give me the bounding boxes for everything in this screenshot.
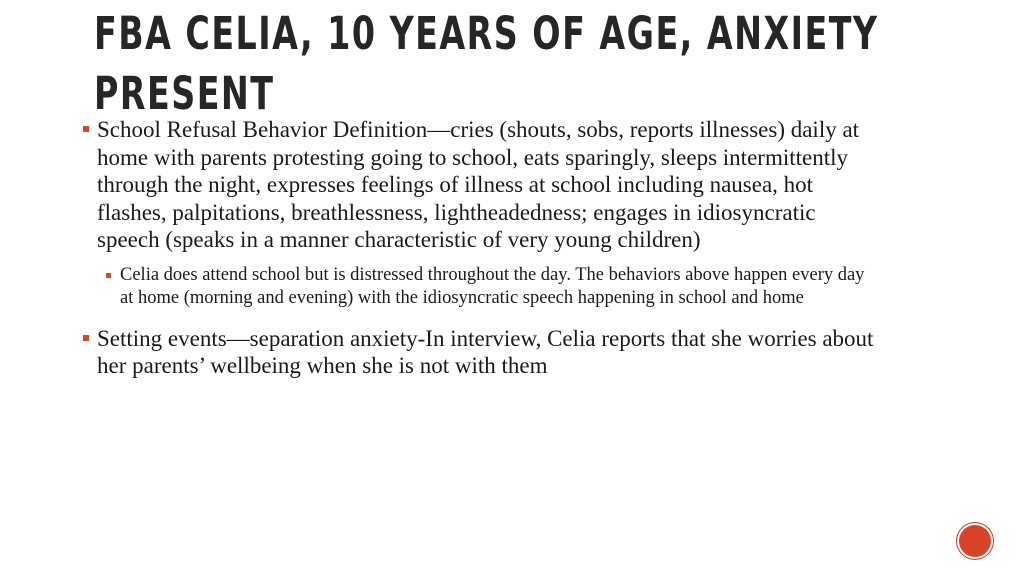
slide-number-badge: [957, 523, 993, 559]
bullet-list: [80, 116, 880, 380]
bullet-item-setting-events: [80, 325, 880, 380]
sub-bullet-text-attendance: Celia does attend school but is distressed throughout the day. The behaviors above happen every day at home (morning and evening) with the idiosyncratic speech happening in school and home: [120, 264, 865, 309]
square-bullet-icon: [106, 273, 111, 278]
bullet-text-school-refusal: School Refusal Behavior Definition—cries (shouts, sobs, reports illnesses) daily at home with parents protesting going to school, eats sparingly, sleeps intermittently through the night, expresses feelings of illness at school including nausea, hot flashes, palpitations, breathlessness, lightheadedness; engages in idiosyncratic speech (speaks in a manner characteristic of very young children): [97, 117, 860, 253]
square-bullet-icon: [83, 335, 89, 341]
sub-bullet-list: [103, 264, 880, 311]
square-bullet-icon: [83, 126, 89, 132]
bullet-text-setting-events: Setting events—separation anxiety-In interview, Celia reports that she worries about her parents’ wellbeing when she is not with them: [97, 325, 874, 379]
bullet-item-school-refusal: [80, 116, 880, 311]
slide-title: FBA CELIA, 10 YEARS OF AGE, ANXIETY PRESENT: [94, 7, 879, 120]
sub-bullet-item-attendance: [103, 264, 880, 311]
